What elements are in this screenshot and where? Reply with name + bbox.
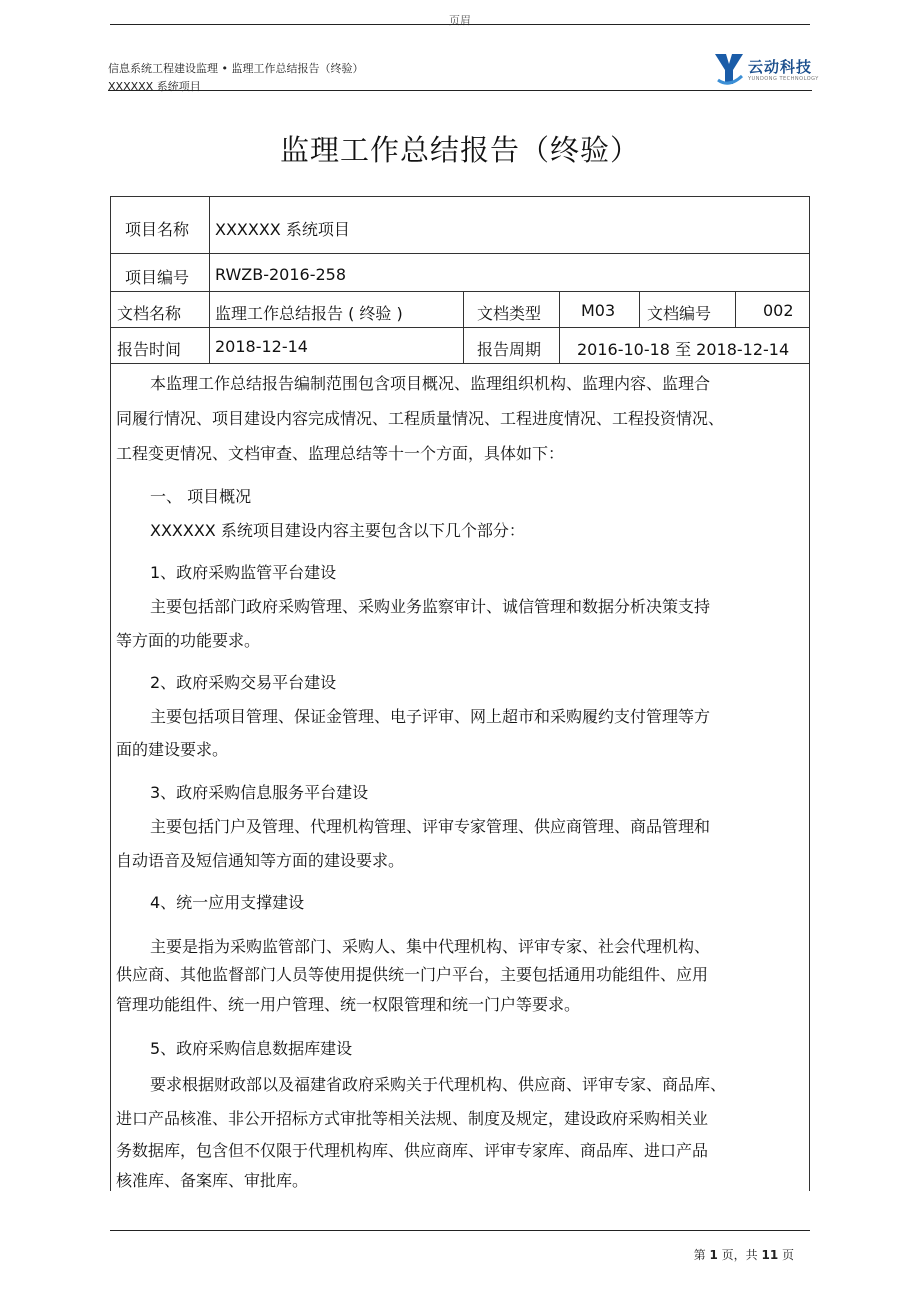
project-name-label: 项目名称: [125, 220, 190, 239]
item-paragraph-line: 主要包括部门政府采购管理、采购业务监察审计、诚信管理和数据分析决策支持: [150, 597, 711, 616]
intro-line: 工程变更情况、文档审查、监理总结等十一个方面，具体如下：: [116, 444, 565, 463]
table-col-divider: [735, 291, 736, 327]
report-period-value: 2016-10-18 至 2018-12-14: [577, 340, 790, 359]
doc-no-value: 002: [763, 301, 794, 320]
table-row-divider: [111, 363, 809, 364]
item-paragraph-line: 要求根据财政部以及福建省政府采购关于代理机构、供应商、评审专家、商品库、: [150, 1075, 727, 1094]
report-time-label: 报告时间: [117, 340, 182, 359]
table-col-divider: [209, 197, 210, 363]
item-paragraph-line: 面的建设要求。: [116, 740, 229, 759]
page-number-prefix: 第: [693, 1248, 710, 1262]
item-paragraph-line: 主要包括门户及管理、代理机构管理、评审专家管理、供应商管理、商品管理和: [150, 817, 711, 836]
running-header-title: 信息系统工程建设监理 • 监理工作总结报告（终验）: [108, 62, 364, 75]
report-time-value: 2018-12-14: [215, 337, 308, 356]
item-heading: 5、政府采购信息数据库建设: [150, 1039, 353, 1058]
item-paragraph-line: 核准库、备案库、审批库。: [116, 1171, 309, 1190]
table-col-divider: [559, 291, 560, 363]
doc-no-label: 文档编号: [647, 304, 712, 323]
logo-mark-icon: [712, 50, 746, 88]
intro-line: 同履行情况、项目建设内容完成情况、工程质量情况、工程进度情况、工程投资情况、: [116, 409, 725, 428]
table-col-divider: [463, 291, 464, 363]
report-period-label: 报告周期: [477, 340, 542, 359]
item-paragraph-line: 管理功能组件、统一用户管理、统一权限管理和统一门户等要求。: [116, 995, 581, 1014]
running-header-subtitle: XXXXXX 系统项目: [108, 80, 201, 93]
page-number-total: 11: [761, 1248, 779, 1262]
item-paragraph-line: 主要是指为采购监管部门、采购人、集中代理机构、评审专家、社会代理机构、: [150, 937, 711, 956]
page-number-middle: 页，共: [717, 1248, 762, 1262]
page-number-current: 1: [709, 1248, 718, 1262]
intro-line: 本监理工作总结报告编制范围包含项目概况、监理组织机构、监理内容、监理合: [150, 374, 711, 393]
section-heading: 一、 项目概况: [150, 487, 252, 506]
item-paragraph-line: 务数据库，包含但不仅限于代理机构库、供应商库、评审专家库、商品库、进口产品: [116, 1141, 709, 1160]
header-divider-top: [110, 24, 810, 25]
page-header-label: 页眉: [449, 14, 471, 27]
header-divider-bottom: [108, 90, 812, 91]
footer-divider: [110, 1230, 810, 1231]
table-col-divider: [639, 291, 640, 327]
logo-text: 云动科技: [748, 58, 813, 76]
logo-subtext: YUNDONG TECHNOLOGY: [748, 76, 819, 82]
company-logo: [712, 50, 819, 90]
doc-type-label: 文档类型: [477, 304, 542, 323]
table-row-divider: [111, 253, 809, 254]
page-number: [694, 1246, 794, 1263]
table-row-divider: [111, 291, 809, 292]
project-name-value: XXXXXX 系统项目: [215, 220, 350, 239]
project-no-label: 项目编号: [125, 268, 190, 287]
item-paragraph-line: 主要包括项目管理、保证金管理、电子评审、网上超市和采购履约支付管理等方: [150, 707, 711, 726]
section-intro: XXXXXX 系统项目建设内容主要包含以下几个部分：: [150, 521, 525, 540]
item-paragraph-line: 等方面的功能要求。: [116, 631, 261, 650]
item-heading: 1、政府采购监管平台建设: [150, 563, 337, 582]
item-heading: 2、政府采购交易平台建设: [150, 673, 337, 692]
table-row-divider: [111, 327, 809, 328]
project-no-value: RWZB-2016-258: [215, 265, 347, 284]
item-paragraph-line: 自动语音及短信通知等方面的建设要求。: [116, 851, 405, 870]
item-heading: 4、统一应用支撑建设: [150, 893, 305, 912]
page-number-suffix: 页: [778, 1248, 794, 1262]
document-title: 监理工作总结报告（终验）: [279, 133, 640, 167]
item-paragraph-line: 供应商、其他监督部门人员等使用提供统一门户平台，主要包括通用功能组件、应用: [116, 965, 709, 984]
doc-type-value: M03: [581, 301, 616, 320]
item-heading: 3、政府采购信息服务平台建设: [150, 783, 369, 802]
doc-name-label: 文档名称: [117, 304, 182, 323]
item-paragraph-line: 进口产品核准、非公开招标方式审批等相关法规、制度及规定，建设政府采购相关业: [116, 1109, 709, 1128]
doc-name-value: 监理工作总结报告 ( 终验 ): [215, 304, 403, 323]
